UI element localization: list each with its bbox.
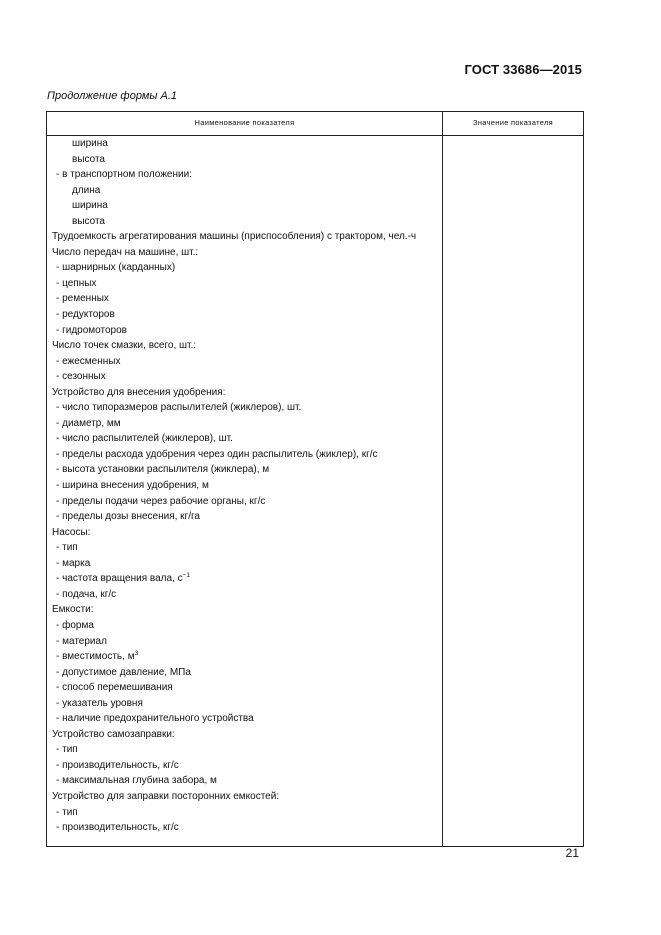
table-row <box>47 152 442 168</box>
row-label: длина <box>72 184 101 196</box>
table-row <box>47 587 442 603</box>
row-label: - высота установки распылителя (жиклера), м <box>56 464 270 476</box>
row-label: - пределы расхода удобрения через один распылитель (жиклер), кг/с <box>56 448 378 460</box>
table-row <box>47 571 442 587</box>
row-label: - способ перемешивания <box>56 682 173 694</box>
row-label: Устройство для заправки посторонних емкостей: <box>52 790 280 802</box>
column-header-name: Наименование показателя <box>194 118 295 127</box>
row-label: - шарнирных (карданных) <box>56 262 176 274</box>
row-label: - число типоразмеров распылителей (жиклеров), шт. <box>56 402 302 414</box>
table-row <box>47 773 442 789</box>
row-label: - в транспортном положении: <box>56 169 192 181</box>
row-label: высота <box>72 215 105 227</box>
row-label: - пределы подачи через рабочие органы, кг/с <box>56 495 266 507</box>
row-label-superscript: 3 <box>134 650 139 658</box>
table-row <box>47 229 442 245</box>
row-label: - гидромоторов <box>56 324 127 336</box>
row-label: Число точек смазки, всего, шт.: <box>52 340 197 352</box>
row-label: - форма <box>56 619 94 631</box>
table-row <box>47 447 442 463</box>
row-label: - наличие предохранительного устройства <box>56 713 254 725</box>
row-label: - производительность, кг/с <box>56 759 179 771</box>
table-row <box>47 680 442 696</box>
table-row <box>47 260 442 276</box>
row-label: - ежесменных <box>56 355 121 367</box>
table-header-row <box>47 112 583 136</box>
row-label: Устройство самозаправки: <box>52 728 175 740</box>
table-row <box>47 649 442 665</box>
table-row <box>47 431 442 447</box>
table-row <box>47 462 442 478</box>
row-label: - частота вращения вала, с <box>56 573 183 585</box>
table-row <box>47 198 442 214</box>
page-number: 21 <box>565 846 579 860</box>
row-label: - пределы дозы внесения, кг/га <box>56 511 200 523</box>
table-row <box>47 556 442 572</box>
table-row <box>47 276 442 292</box>
row-label: - материал <box>56 635 107 647</box>
row-label: - вместимость, м <box>56 651 135 663</box>
row-label: - тип <box>56 744 78 756</box>
row-label: ширина <box>72 138 108 149</box>
row-label: - максимальная глубина забора, м <box>56 775 217 787</box>
table-row <box>47 354 442 370</box>
row-label: - указатель уровня <box>56 697 143 709</box>
row-label: - допустимое давление, МПа <box>56 666 191 678</box>
row-label: ширина <box>72 200 108 212</box>
table-row <box>47 634 442 650</box>
table-row <box>47 400 442 416</box>
table-row <box>47 478 442 494</box>
table-row <box>47 696 442 712</box>
row-label: Насосы: <box>52 526 91 538</box>
document-standard-number: ГОСТ 33686—2015 <box>464 62 582 77</box>
table-row <box>47 214 442 230</box>
table-row <box>47 665 442 681</box>
table-row <box>47 618 442 634</box>
row-label: - подача, кг/с <box>56 588 117 600</box>
table-row <box>47 291 442 307</box>
table-row <box>47 494 442 510</box>
indicators-table <box>46 111 584 847</box>
table-row <box>47 820 442 836</box>
table-row <box>47 167 442 183</box>
table-row <box>47 245 442 261</box>
column-divider <box>442 112 443 846</box>
table-row <box>47 525 442 541</box>
table-row <box>47 758 442 774</box>
table-row <box>47 385 442 401</box>
table-row <box>47 805 442 821</box>
table-row <box>47 602 442 618</box>
row-label: - сезонных <box>56 371 106 383</box>
table-row <box>47 742 442 758</box>
column-header-value: Значение показателя <box>473 118 553 127</box>
table-row <box>47 727 442 743</box>
table-row <box>47 789 442 805</box>
row-label: - ременных <box>56 293 109 305</box>
row-label: Емкости: <box>52 604 94 616</box>
row-label: Трудоемкость агрегатирования машины (приспособления) с трактором, чел.-ч <box>52 231 417 243</box>
row-label: Число передач на машине, шт.: <box>52 246 199 258</box>
form-caption: Продолжение формы А.1 <box>47 90 178 102</box>
row-label: - число распылителей (жиклеров), шт. <box>56 433 233 445</box>
table-row <box>47 136 442 152</box>
table-row <box>47 369 442 385</box>
row-label-superscript: −1 <box>182 572 191 580</box>
row-label: - диаметр, мм <box>56 417 121 429</box>
table-row <box>47 307 442 323</box>
table-row <box>47 540 442 556</box>
table-row <box>47 711 442 727</box>
table-row <box>47 183 442 199</box>
row-label: - тип <box>56 806 78 818</box>
row-label: - цепных <box>56 277 97 289</box>
row-label: - тип <box>56 542 78 554</box>
row-label: - ширина внесения удобрения, м <box>56 480 209 492</box>
row-label: высота <box>72 153 105 165</box>
table-row <box>47 323 442 339</box>
table-row <box>47 338 442 354</box>
row-label: - марка <box>56 557 91 569</box>
row-label: Устройство для внесения удобрения: <box>52 386 226 398</box>
table-row <box>47 416 442 432</box>
table-row <box>47 509 442 525</box>
row-label: - производительность, кг/с <box>56 822 179 834</box>
row-label: - редукторов <box>56 309 115 321</box>
table-body <box>47 136 442 836</box>
